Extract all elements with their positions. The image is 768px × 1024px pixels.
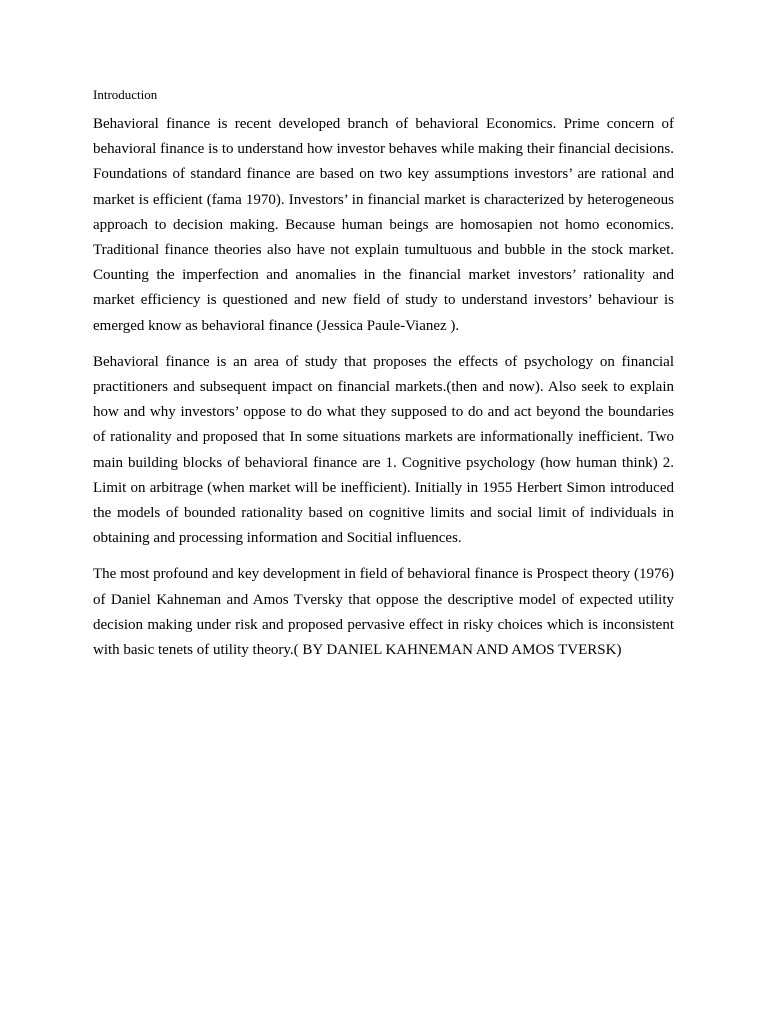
- paragraph-2: Behavioral finance is an area of study that proposes the effects of psychology on financial practitioners and subsequent impact on financial markets.(then and now). Also seek to explain how and why investors’ oppose to do what they supposed to do and act beyond the boundaries of rationality and proposed that In some situations markets are informationally inefficient. Two main building blocks of behavioral finance are 1. Cognitive psychology (how human think) 2. Limit on arbitrage (when market will be inefficient). Initially in 1955 Herbert Simon introduced the models of bounded rationality based on cognitive limits and social limit of individuals in obtaining and processing information and Socitial influences.: [93, 353, 674, 547]
- paragraph-3: The most profound and key development in field of behavioral finance is Prospect theory (1976) of Daniel Kahneman and Amos Tversky that oppose the descriptive model of expected utility decision making under risk and proposed pervasive effect in risky choices which is inconsistent with basic tenets of utility theory.( BY DANIEL KAHNEMAN AND AMOS TVERSK): [93, 566, 674, 659]
- section-heading: Introduction: [93, 87, 158, 102]
- paragraph-1: Behavioral finance is recent developed branch of behavioral Economics. Prime concern of behavioral finance is to understand how investor behaves while making their financial decisions. Foundations of standard finance are based on two key assumptions investors’ are rational and market is efficient (fama 1970). Investors’ in financial market is characterized by heterogeneous approach to decision making. Because human beings are homosapien not homo economics. Traditional finance theories also have not explain tumultuous and bubble in the stock market. Counting the imperfection and anomalies in the financial market investors’ rationality and market efficiency is questioned and new field of study to understand investors’ behaviour is emerged know as behavioral finance (Jessica Paule-Vianez ).: [93, 116, 674, 334]
